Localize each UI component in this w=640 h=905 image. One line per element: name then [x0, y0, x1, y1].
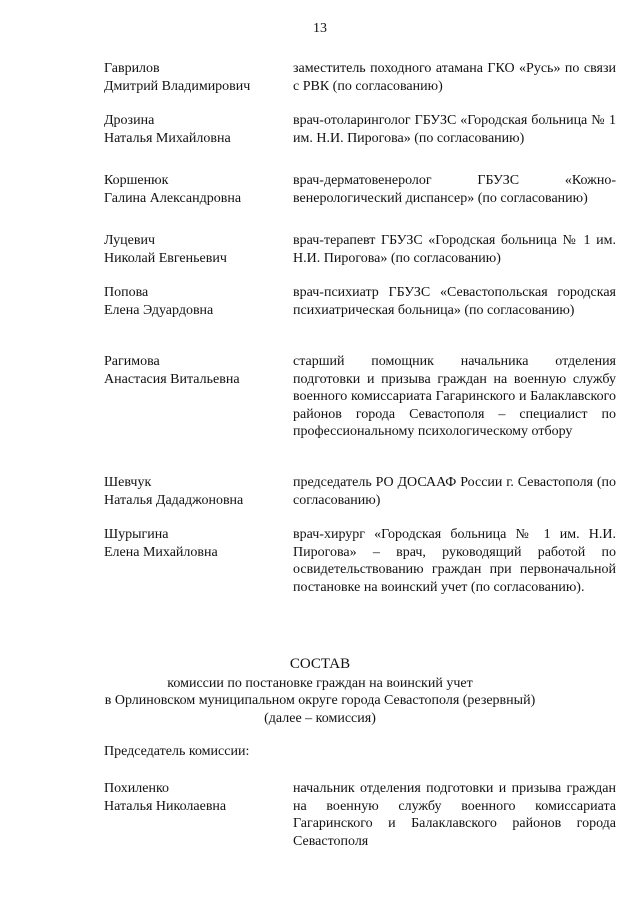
composition-line-2: в Орлиновском муниципальном округе города Севастополя (резервный)	[104, 693, 536, 709]
member-surname: Гаврилов	[104, 61, 160, 76]
chair-label: Председатель комиссии:	[104, 744, 250, 759]
composition-heading	[0, 656, 640, 727]
member-given-name: Елена Эдуардовна	[104, 302, 214, 318]
member-surname: Рагимова	[104, 354, 160, 369]
member-name	[104, 353, 284, 388]
member-role: врач-терапевт ГБУЗС «Городская больница № 1 им. Н.И. Пирогова» (по согласованию)	[293, 233, 616, 266]
chair-name	[104, 780, 284, 815]
member-surname: Шурыгина	[104, 527, 169, 542]
member-given-name: Дмитрий Владимирович	[104, 78, 251, 94]
member-surname: Дрозина	[104, 113, 155, 128]
page-number: 13	[313, 21, 327, 36]
member-name	[104, 172, 284, 207]
chair-given-name: Наталья Николаевна	[104, 798, 227, 814]
member-name	[104, 474, 284, 509]
member-given-name: Елена Михайловна	[104, 544, 218, 560]
member-given-name: Николай Евгеньевич	[104, 250, 227, 266]
member-name	[104, 284, 284, 319]
member-surname: Коршенюк	[104, 173, 169, 188]
member-surname: Луцевич	[104, 233, 155, 248]
chair-surname: Похиленко	[104, 781, 170, 796]
member-role: старший помощник начальника отделения подготовки и призыва граждан на военную службу военного комиссариата Гагаринского и Балаклавского районов города Севастополя – специалист по профессиональному психологическому отбору	[293, 354, 616, 440]
member-name	[104, 112, 284, 147]
composition-title: СОСТАВ	[289, 656, 351, 672]
member-role: заместитель походного атамана ГКО «Русь» по связи с РВК (по согласованию)	[293, 61, 616, 94]
composition-line-3: (далее – комиссия)	[264, 710, 376, 726]
member-given-name: Наталья Дададжоновна	[104, 492, 244, 508]
member-name	[104, 526, 284, 561]
member-given-name: Анастасия Витальевна	[104, 371, 240, 387]
member-role: врач-дерматовенеролог ГБУЗС «Кожно-венерологический диспансер» (по согласованию)	[293, 173, 616, 206]
member-name	[104, 232, 284, 267]
member-role: врач-психиатр ГБУЗС «Севастопольская городская психиатрическая больница» (по согласованию)	[293, 285, 616, 318]
member-given-name: Наталья Михайловна	[104, 130, 231, 146]
chair-role: начальник отделения подготовки и призыва граждан на военную службу военного комиссариата Гагаринского и Балаклавского районов города Севастополя	[293, 781, 616, 849]
member-role: врач-хирург «Городская больница № 1 им. Н.И. Пирогова» – врач, руководящий работой по освидетельствованию граждан при первоначальной постановке на воинский учет (по согласованию).	[293, 527, 616, 595]
member-surname: Попова	[104, 285, 149, 300]
composition-line-1: комиссии по постановке граждан на воинский учет	[167, 675, 473, 691]
member-surname: Шевчук	[104, 475, 152, 490]
member-role: врач-отоларинголог ГБУЗС «Городская больница № 1 им. Н.И. Пирогова» (по согласованию)	[293, 113, 616, 146]
member-role: председатель РО ДОСААФ России г. Севастополя (по согласованию)	[293, 475, 616, 508]
member-name	[104, 60, 284, 95]
member-given-name: Галина Александровна	[104, 190, 242, 206]
